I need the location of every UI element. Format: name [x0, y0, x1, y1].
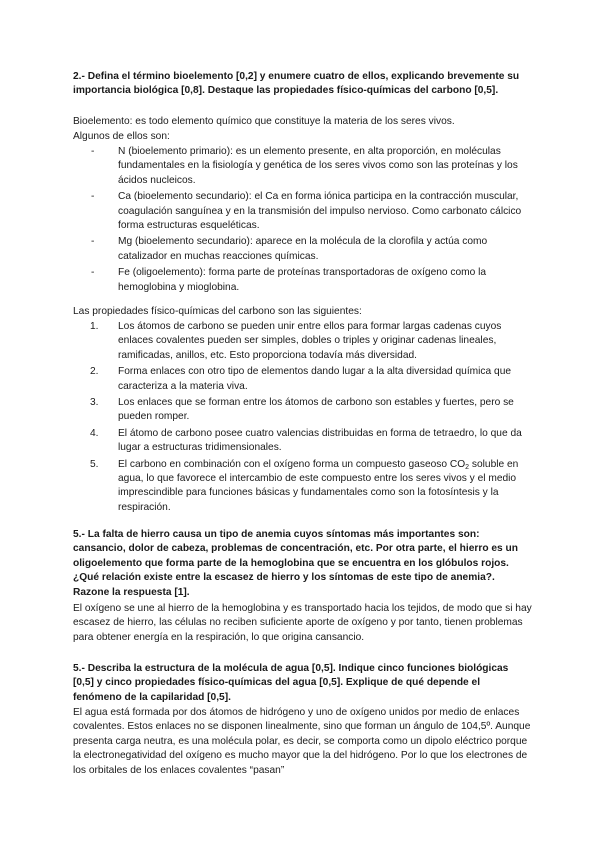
list-item: [73, 365, 533, 394]
question-5a-heading: 5.- La falta de hierro causa un tipo de anemia cuyos síntomas más importantes son: cansancio, dolor de cabeza, problemas de concentración, etc. Por otra parte, el hierro es un oligoelemento que forma parte de la hemoglobina que se encuentra en los glóbulos rojos. ¿Qué relación existe entre la escasez de hierro y los síntomas de este tipo de anemia?. Razone la respuesta [1].: [73, 529, 518, 598]
list-item-text: Mg (bioelemento secundario): aparece en la molécula de la clorofila y actúa como catalizador en muchas reacciones químicas.: [118, 236, 488, 262]
list-item: [73, 235, 533, 264]
list-item-text: Forma enlaces con otro tipo de elementos dando lugar a la alta diversidad química que caracteriza a la materia viva.: [118, 366, 512, 392]
bioelement-list: [73, 145, 533, 297]
list-item-text-a: El carbono en combinación con el oxígeno forma un compuesto gaseoso CO: [118, 458, 466, 470]
list-item: [73, 458, 533, 516]
bullet-marker: -: [91, 146, 95, 157]
list-item: [73, 266, 533, 295]
bullet-marker: -: [91, 236, 95, 248]
question-5a-answer: El oxígeno se une al hierro de la hemoglobina y es transportado hacia los tejidos, de modo que si hay escasez de hierro, las células no reciben suficiente aporte de oxígeno y por tanto, tienen problemas para obtener energía en la respiración, lo que origina cansancio.: [73, 603, 532, 643]
question-5b-heading: 5.- Describa la estructura de la molécula de agua [0,5]. Indique cinco funciones biológicas [0,5] y cinco propiedades físico-químicas del agua [0,5]. Explique de qué depende el fenómeno de la capilaridad [0,5].: [73, 663, 509, 703]
list-item-text: El átomo de carbono posee cuatro valencias distribuidas en forma de tetraedro, lo que da lugar a estructuras tridimensionales.: [118, 427, 522, 454]
bullet-marker: -: [91, 267, 95, 279]
list-item: [73, 145, 533, 188]
list-item: [73, 396, 533, 425]
list-item-text: Los enlaces que se forman entre los átomos de carbono son estables y fuertes, pero se pueden romper.: [118, 397, 514, 423]
list-item: [73, 190, 533, 233]
bullet-marker: -: [91, 191, 95, 203]
list-item: [73, 320, 533, 363]
list-number: 2.: [90, 366, 99, 378]
subscript-2: 2: [465, 463, 470, 471]
carbon-properties-intro: Las propiedades físico-químicas del carbono son las siguientes:: [73, 306, 362, 317]
list-item-text: Ca (bioelemento secundario): el Ca en forma iónica participa en la contracción muscular, coagulación sanguínea y en la transmisión del impulso nervioso. Como carbonato cálcico forma estructuras esqueléticas.: [118, 191, 522, 232]
list-item: [73, 427, 533, 456]
question-2-heading: 2.- Defina el término bioelemento [0,2] y enumere cuatro de ellos, explicando brevemente su importancia biológica [0,8]. Destaque las propiedades físico-químicas del carbono [0,5].: [73, 71, 520, 97]
list-item-text: Los átomos de carbono se pueden unir entre ellos para formar largas cadenas cuyos enlaces covalentes pueden ser simples, dobles o triples y originar cadenas lineales, ramificadas, anillos, etc. Esto proporciona todavía más diversidad.: [118, 321, 502, 361]
list-item-text: Fe (oligoelemento): forma parte de proteínas transportadoras de oxígeno como la hemoglobina y mioglobina.: [118, 267, 487, 293]
bioelement-definition: Bioelemento: es todo elemento químico que constituye la materia de los seres vivos.: [73, 116, 455, 127]
list-number: 1.: [90, 321, 99, 332]
list-item-text-b: soluble en agua, lo que favorece el intercambio de este compuesto entre los seres vivos y el medio imprescindible para funciones básicas y fundamentales como son la fotosíntesis y la respiración.: [118, 458, 519, 513]
carbon-properties-list: [73, 320, 533, 517]
list-item-text: N (bioelemento primario): es un elemento presente, en alta proporción, en moléculas fundamentales en la fisiología y genética de los seres vivos como son las proteínas y los ácidos nucleicos.: [118, 146, 518, 186]
list-number: 4.: [90, 427, 99, 439]
question-5b-answer: El agua está formada por dos átomos de hidrógeno y uno de oxígeno unidos por medio de enlaces covalentes. Estos enlaces no se disponen linealmente, sino que forman un ángulo de 104,5º. Aunque presenta carga neutra, es una molécula polar, es decir, se comporta como un dipolo eléctrico porque la electronegatividad del oxígeno es mucho mayor que la del hidrógeno. Por lo que los electrones de los orbitales de los enlaces covalentes “pasan”: [73, 707, 531, 776]
list-number: 3.: [90, 397, 99, 409]
examples-intro: Algunos de ellos son:: [73, 131, 170, 142]
list-number: 5.: [90, 458, 99, 470]
